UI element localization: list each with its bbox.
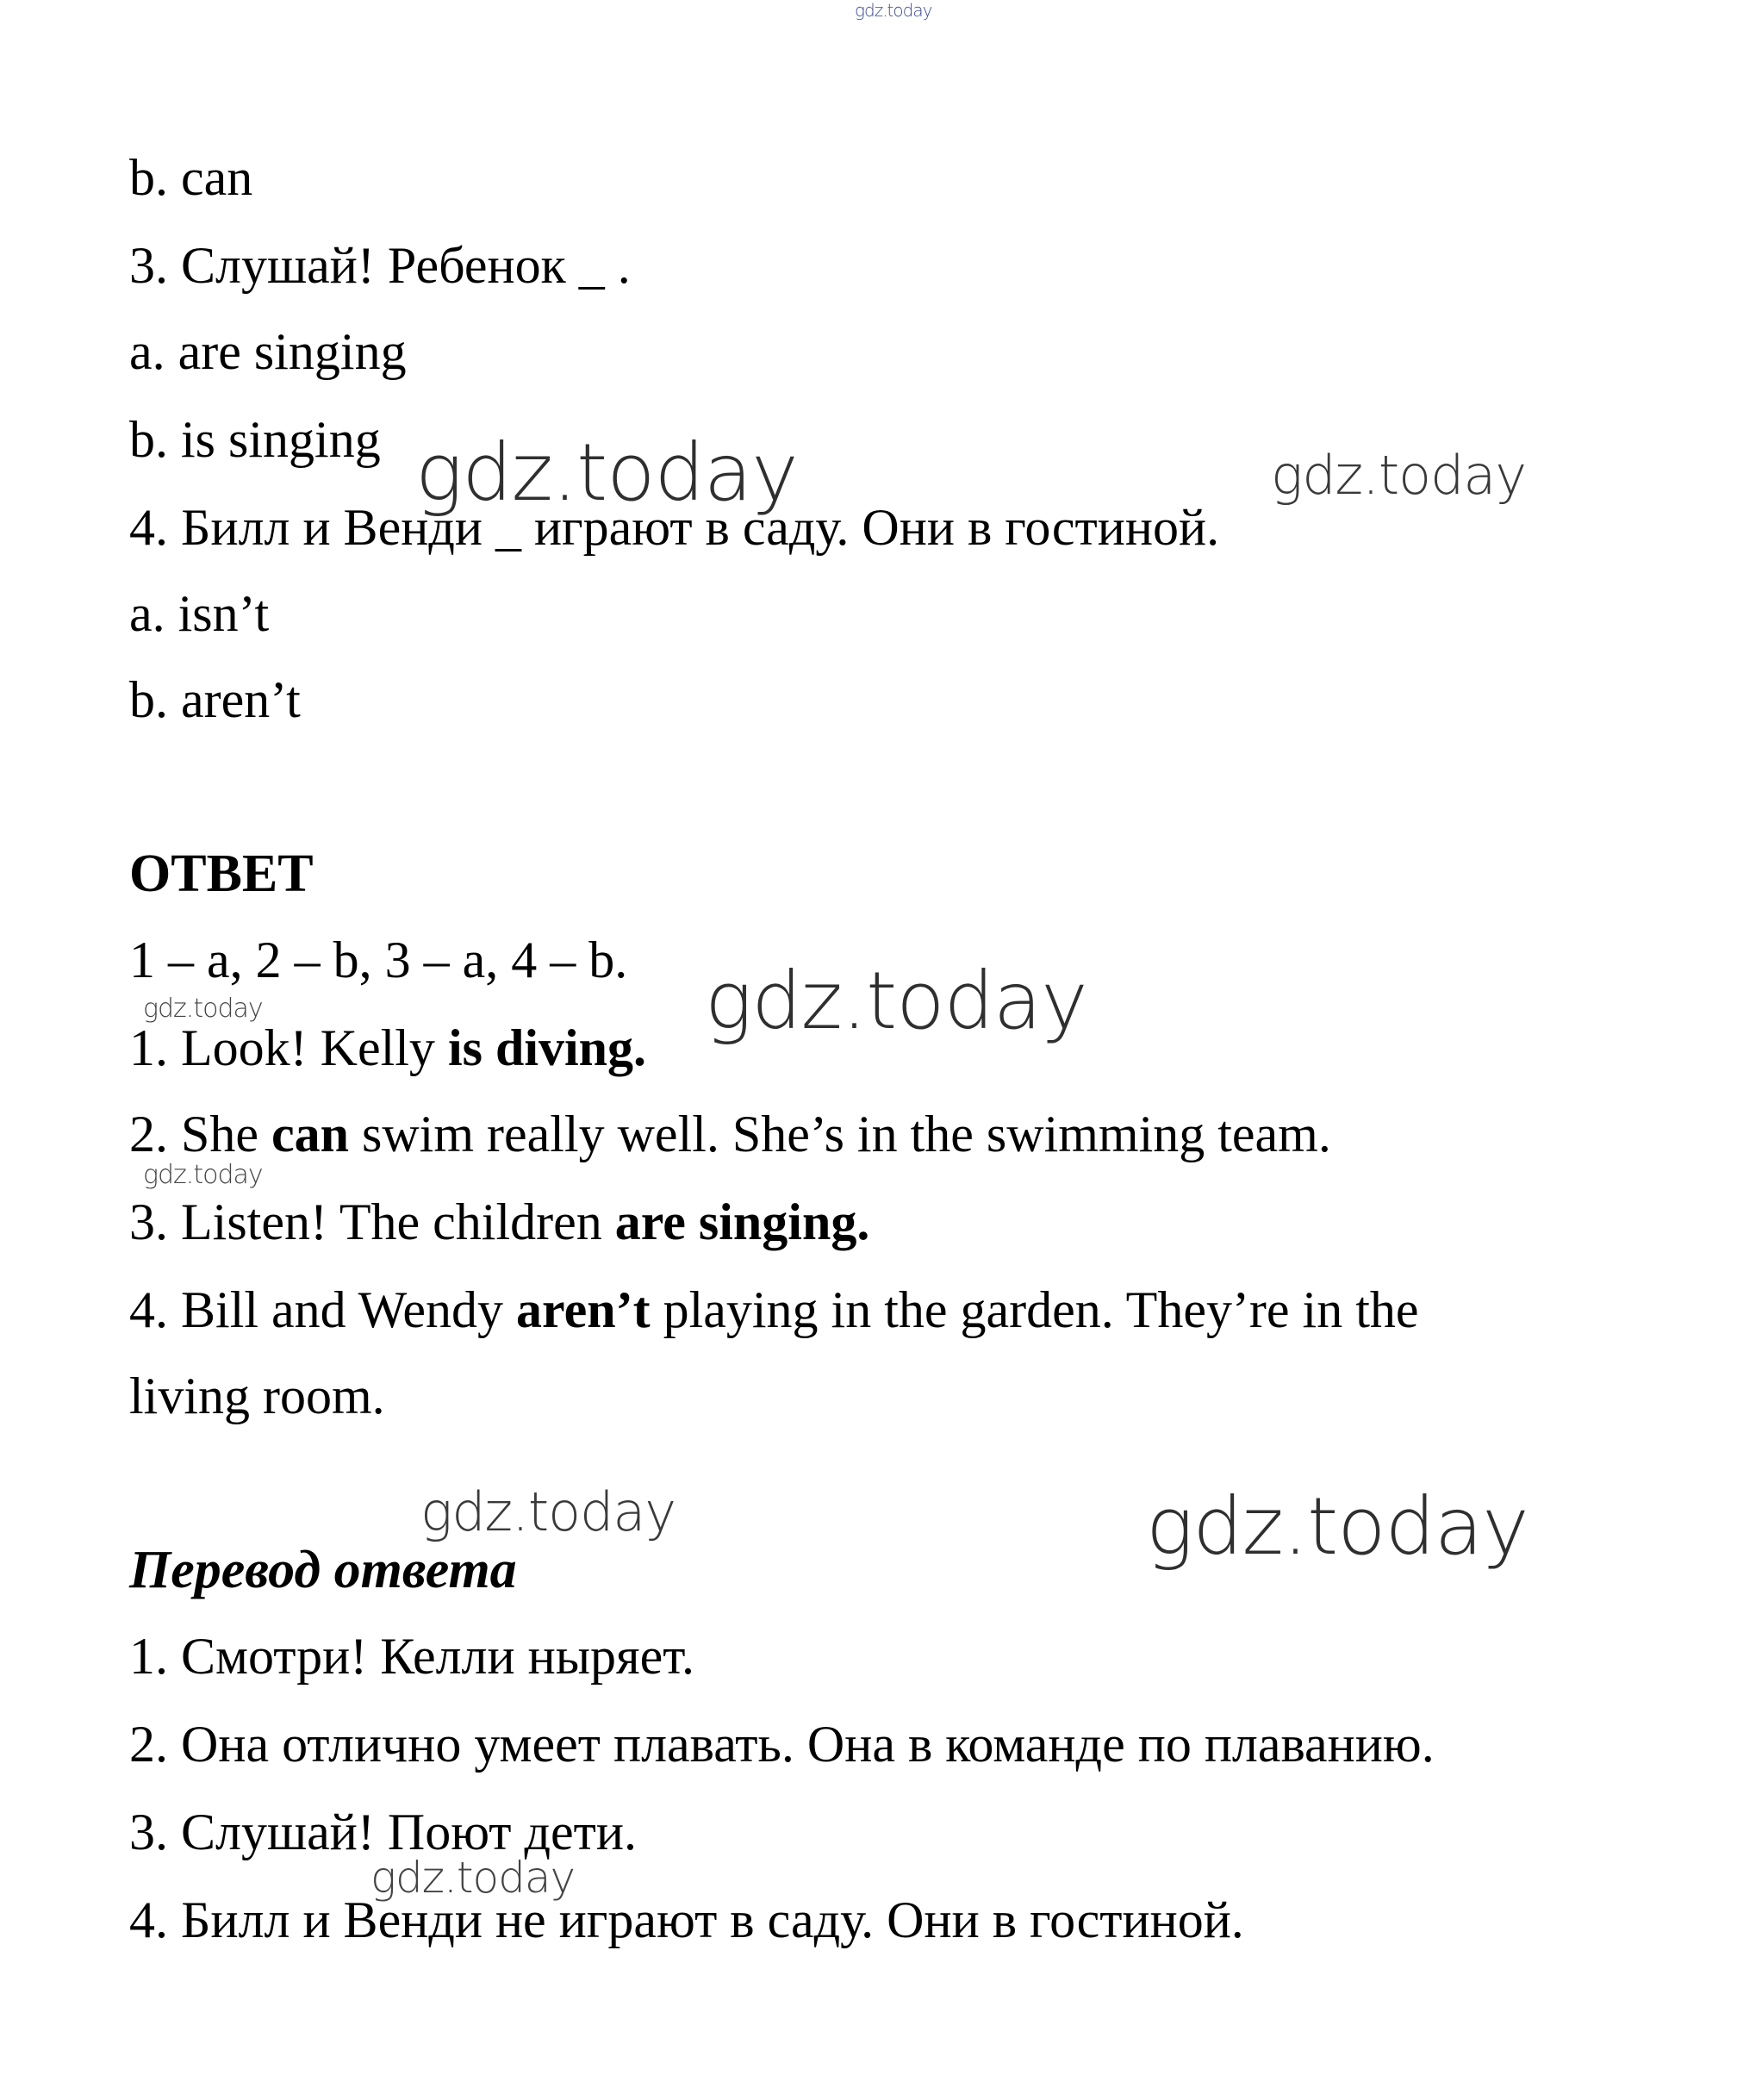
translation-1: 1. Смотри! Келли ныряет. xyxy=(129,1628,694,1685)
translation-3: 3. Слушай! Поют дети. xyxy=(129,1804,637,1860)
answer-2-text: 2. She xyxy=(129,1106,271,1162)
option-b-is-singing: b. is singing xyxy=(129,411,381,468)
answer-sentence-4 xyxy=(129,1279,1419,1341)
answer-sentence-2 xyxy=(129,1103,1331,1165)
question-3: 3. Слушай! Ребенок _ . xyxy=(129,237,631,294)
watermark-large-1: gdz.today xyxy=(415,427,798,519)
translation-2: 2. Она отлично умеет плавать. Она в команде по плаванию. xyxy=(129,1716,1435,1773)
answer-sentence-3 xyxy=(129,1191,869,1253)
watermark-top: gdz.today xyxy=(855,0,932,21)
option-a-isnt: a. isn’t xyxy=(129,585,270,642)
watermark-small-2: gdz.today xyxy=(143,1160,263,1190)
answer-3-bold: are singing. xyxy=(614,1193,870,1250)
question-4: 4. Билл и Венди _ играют в саду. Они в гостиной. xyxy=(129,499,1220,556)
answer-2-bold: can xyxy=(271,1106,349,1162)
watermark-medium-3: gdz.today xyxy=(370,1853,576,1903)
translation-4: 4. Билл и Венди не играют в саду. Они в гостиной. xyxy=(129,1891,1244,1948)
watermark-small-1: gdz.today xyxy=(143,994,263,1024)
option-b-can: b. can xyxy=(129,149,253,206)
answer-4-bold: aren’t xyxy=(516,1281,651,1338)
answer-sentence-4-continued: living room. xyxy=(129,1368,385,1424)
answer-1-bold: is diving. xyxy=(447,1019,647,1076)
answer-sentence-1 xyxy=(129,1017,646,1079)
watermark-large-2: gdz.today xyxy=(705,955,1087,1047)
translation-heading: Перевод ответа xyxy=(129,1541,517,1599)
watermark-medium-2: gdz.today xyxy=(420,1480,676,1543)
answer-1-text: 1. Look! Kelly xyxy=(129,1019,448,1076)
answer-4-text: 4. Bill and Wendy xyxy=(129,1281,517,1338)
answer-2-text-end: swim really well. She’s in the swimming team. xyxy=(349,1106,1331,1162)
answer-4-text-end: playing in the garden. They’re in the xyxy=(650,1281,1419,1338)
watermark-large-3: gdz.today xyxy=(1146,1480,1529,1573)
option-a-are-singing: a. are singing xyxy=(129,323,407,380)
answer-3-text: 3. Listen! The children xyxy=(129,1193,615,1250)
answer-summary: 1 – a, 2 – b, 3 – a, 4 – b. xyxy=(129,932,628,988)
option-b-arent: b. aren’t xyxy=(129,671,301,728)
watermark-medium-1: gdz.today xyxy=(1271,444,1527,507)
answer-heading: ОТВЕТ xyxy=(129,844,314,903)
